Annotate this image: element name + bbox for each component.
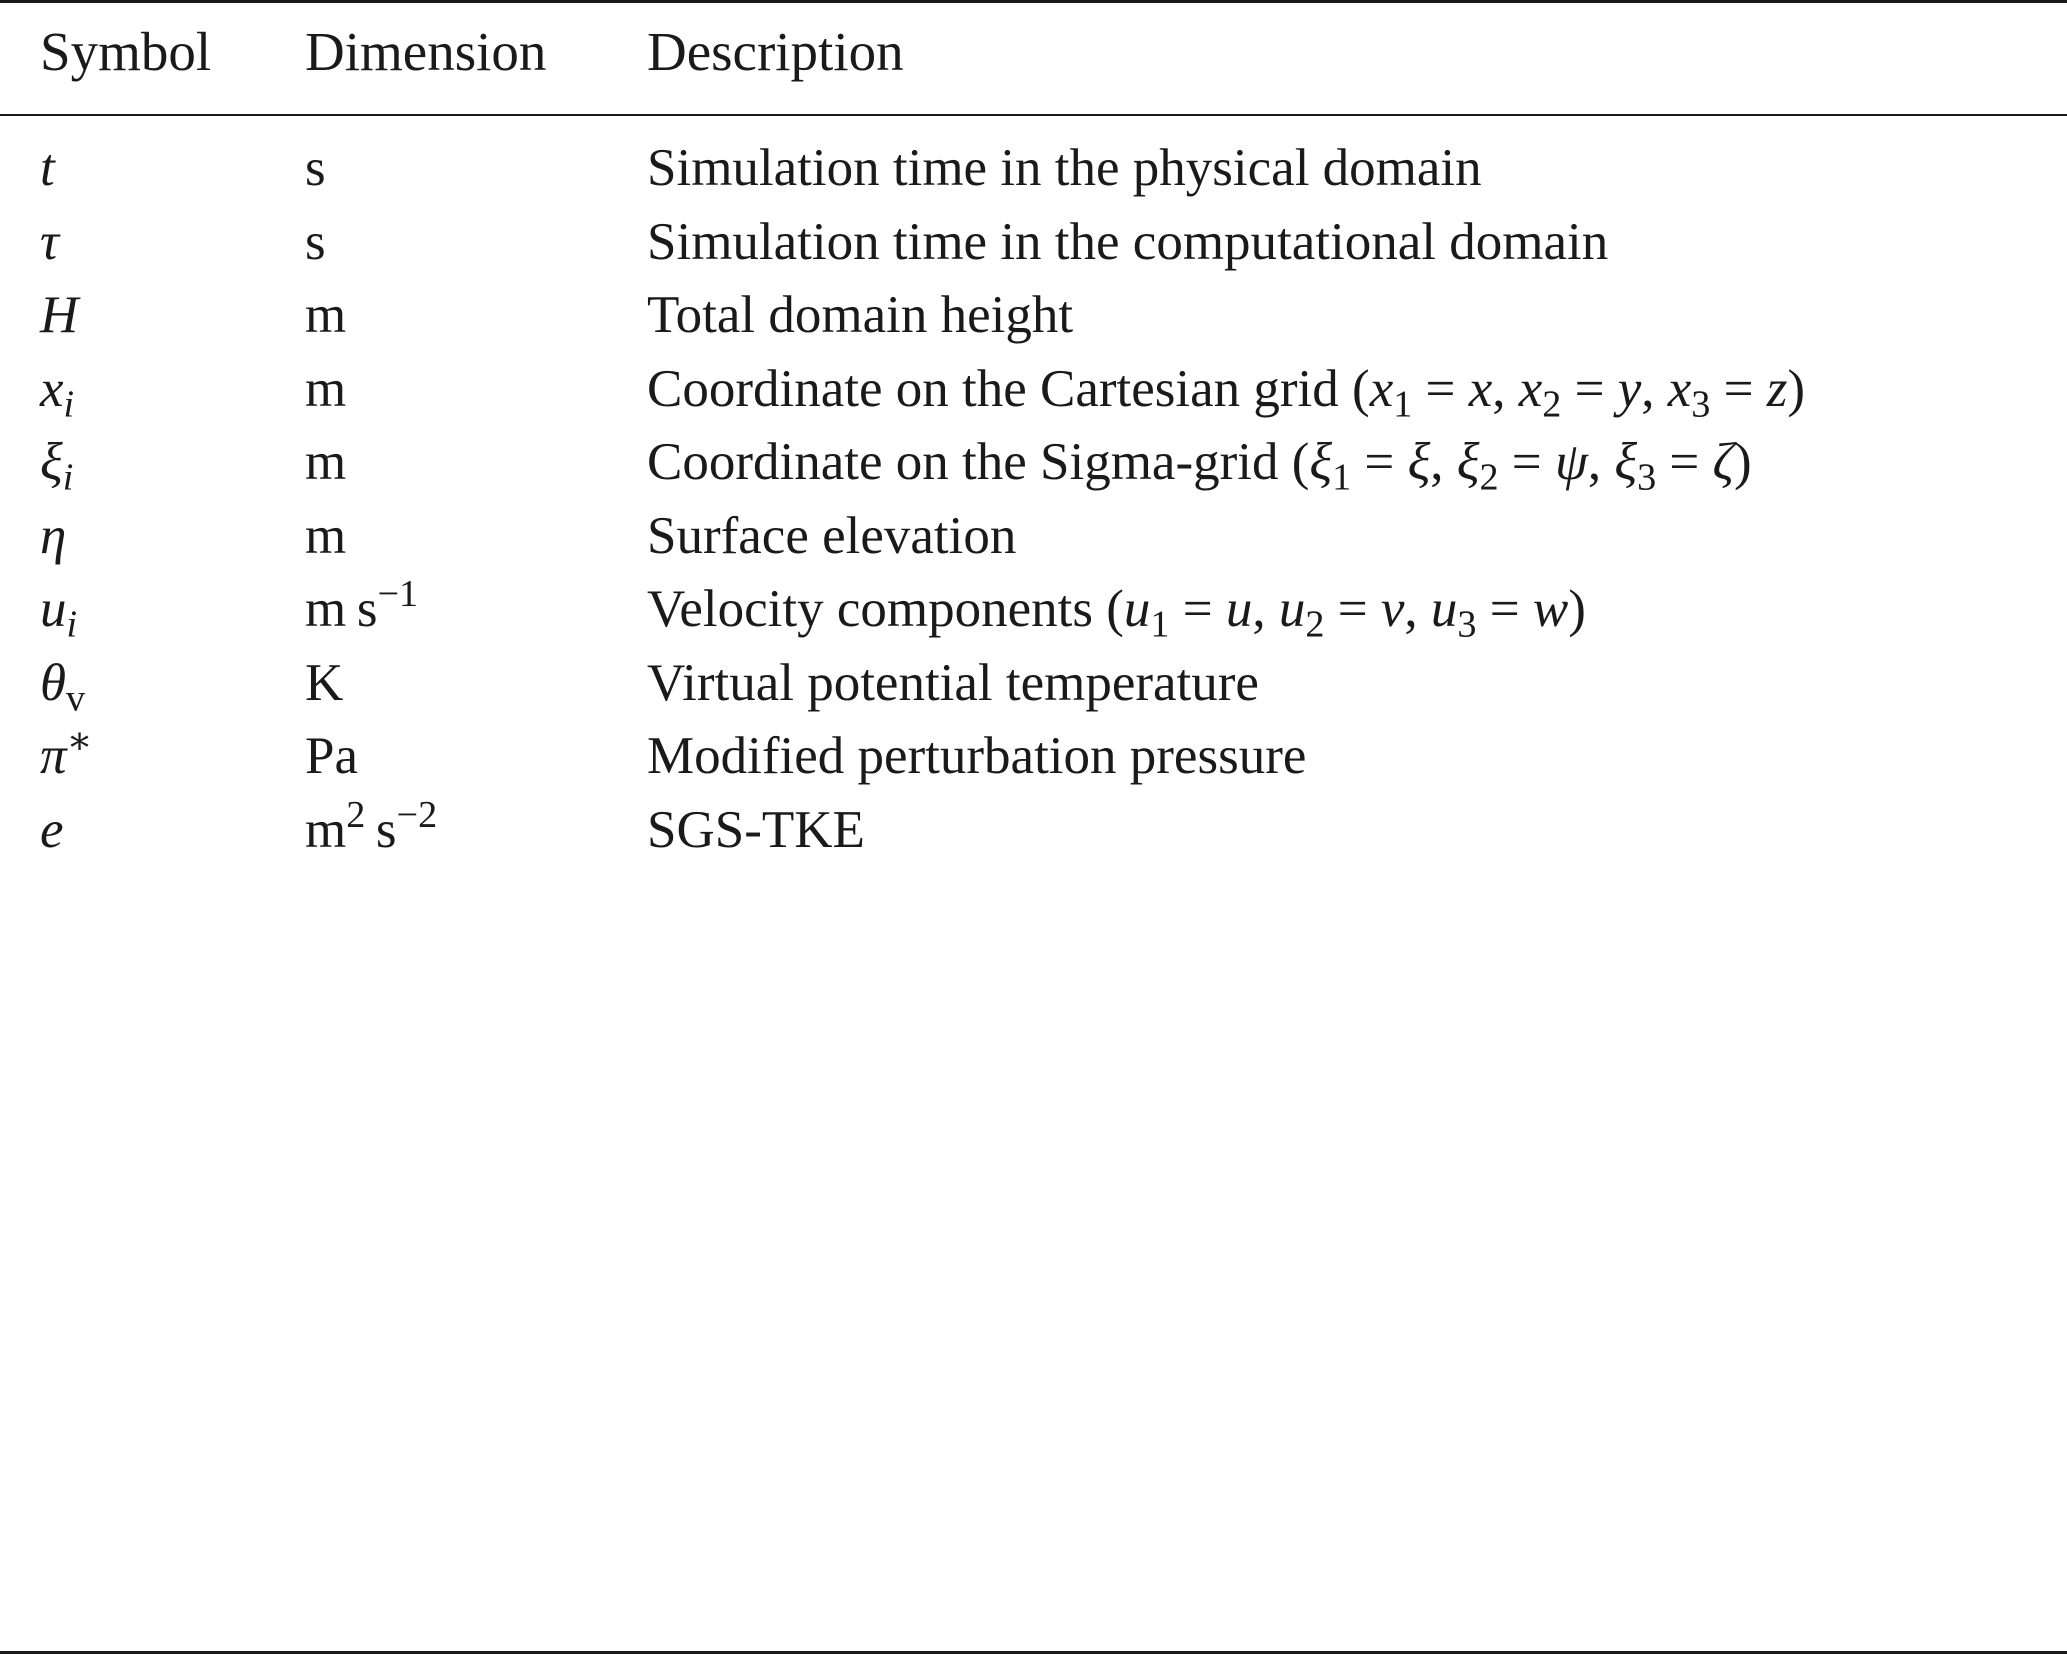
table-row	[0, 501, 2067, 575]
dimension-cell: m	[305, 286, 347, 344]
header-dimension: Dimension	[305, 21, 547, 82]
table-row	[0, 721, 2067, 795]
header-rule	[0, 114, 2067, 116]
table-row	[0, 354, 2067, 428]
symbol-cell: t	[40, 139, 55, 197]
table-row	[0, 280, 2067, 354]
symbol-cell: $u_i$	[40, 580, 78, 646]
table-row	[0, 795, 2067, 869]
symbol-cell: η	[40, 506, 67, 565]
table-row	[0, 574, 2067, 648]
table-row	[0, 133, 2067, 207]
table-row	[0, 648, 2067, 722]
description-cell: Simulation time in the physical domain	[647, 139, 1482, 197]
description-cell: Modified perturbation pressure	[647, 727, 1307, 785]
symbol-cell: $\theta_v$	[40, 653, 86, 720]
description-cell: SGS-TKE	[647, 800, 865, 859]
description-cell: Coordinate on the Sigma-grid ($\xi_1 = \xi$, $\xi_2 = \psi$, $\xi_3 = \zeta$)	[647, 433, 1752, 499]
top-rule	[0, 0, 2067, 3]
header-description: Description	[647, 21, 904, 82]
symbol-cell: π∗	[40, 720, 93, 785]
dimension-cell: m	[305, 359, 347, 418]
dimension-cell: m $s^{-1}$	[305, 573, 419, 638]
description-cell: Total domain height	[647, 286, 1074, 344]
symbol-cell: $\xi_i$	[40, 433, 74, 499]
dimension-cell: K	[305, 653, 344, 712]
dimension-cell: m	[305, 433, 347, 491]
dimension-cell: s	[305, 212, 326, 271]
description-cell: Virtual potential temperature	[647, 653, 1259, 712]
symbol-cell: $x_i$	[40, 359, 75, 426]
symbol-cell: τ	[40, 212, 59, 271]
description-cell: Surface elevation	[647, 506, 1017, 565]
description-cell: Simulation time in the computational domain	[647, 212, 1609, 271]
description-cell: Velocity components ($u_1 = u$, $u_2 = v$, $u_3 = w$)	[647, 580, 1586, 646]
dimension-cell: Pa	[305, 727, 358, 785]
description-cell: Coordinate on the Cartesian grid ($x_1 = x$, $x_2 = y$, $x_3 = z$)	[647, 359, 1806, 426]
symbol-cell: H	[40, 286, 79, 344]
dimension-cell: $m^2$ $s^{-2}$	[305, 793, 438, 859]
symbol-cell: e	[40, 800, 64, 859]
dimension-cell: m	[305, 506, 347, 565]
dimension-cell: s	[305, 139, 326, 197]
table-header	[0, 20, 2067, 90]
header-symbol: Symbol	[40, 21, 212, 82]
table-row	[0, 427, 2067, 501]
table-body	[0, 133, 2067, 868]
table-row	[0, 207, 2067, 281]
